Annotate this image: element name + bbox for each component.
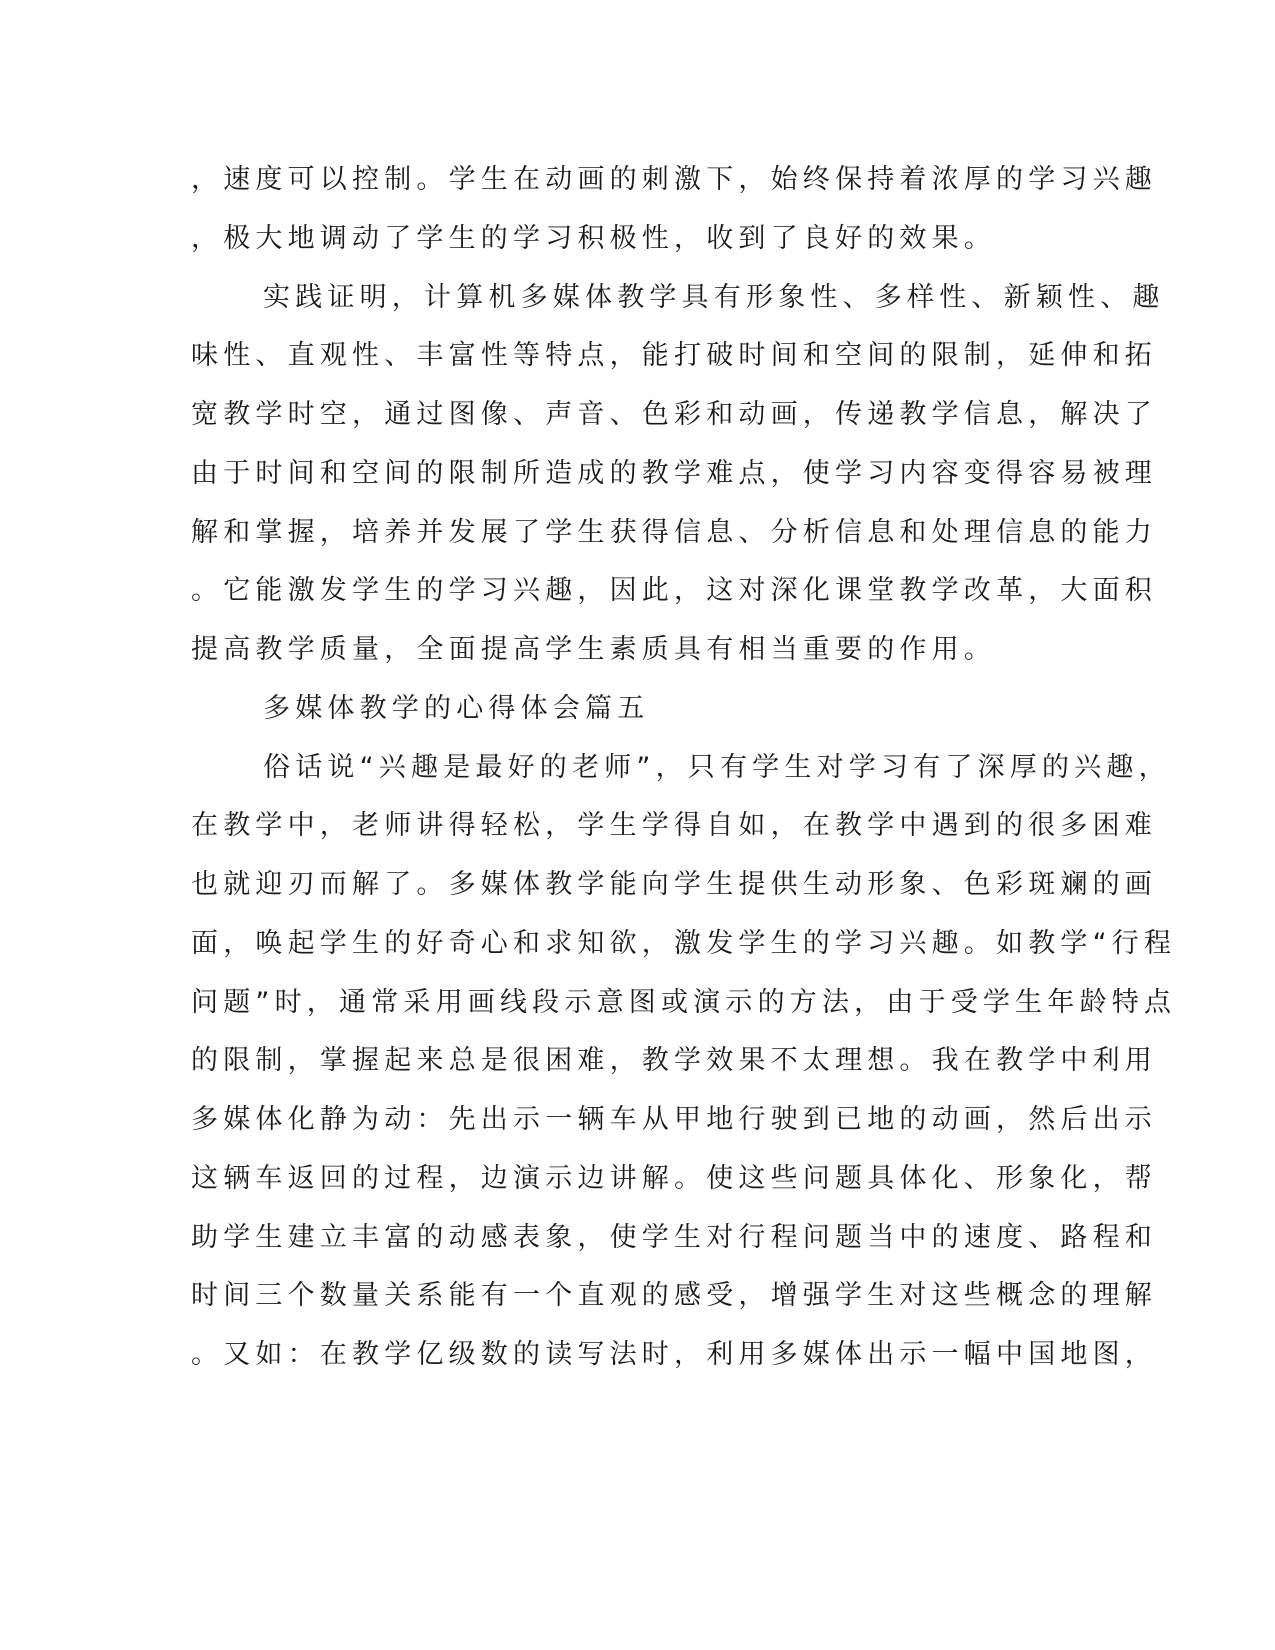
text-line: 。又如：在教学亿级数的读写法时，利用多媒体出示一幅中国地图， [191,1339,1157,1370]
paragraph-start-line: 俗话说“兴趣是最好的老师”，只有学生对学习有了深厚的兴趣， [263,752,1171,783]
text-line: 时间三个数量关系能有一个直观的感受，增强学生对这些概念的理解 [191,1280,1157,1311]
text-line: 在教学中，老师讲得轻松，学生学得自如，在教学中遇到的很多困难 [191,810,1157,841]
section-heading: 多媒体教学的心得体会篇五 [263,693,650,724]
text-line: 多媒体化静为动：先出示一辆车从甲地行驶到已地的动画，然后出示 [191,1104,1157,1135]
text-line: 的限制，掌握起来总是很困难，教学效果不太理想。我在教学中利用 [191,1045,1157,1076]
text-line: 。它能激发学生的学习兴趣，因此，这对深化课堂教学改革，大面积 [191,575,1157,606]
text-line: ，极大地调动了学生的学习积极性，收到了良好的效果。 [191,223,996,254]
text-line: 由于时间和空间的限制所造成的教学难点，使学习内容变得容易被理 [191,458,1157,489]
text-line: 味性、直观性、丰富性等特点，能打破时间和空间的限制，延伸和拓 [191,340,1157,371]
text-line: 助学生建立丰富的动感表象，使学生对行程问题当中的速度、路程和 [191,1222,1157,1253]
text-line: 宽教学时空，通过图像、声音、色彩和动画，传递教学信息，解决了 [191,399,1157,430]
text-line: 提高教学质量，全面提高学生素质具有相当重要的作用。 [191,634,996,665]
text-line: ，速度可以控制。学生在动画的刺激下，始终保持着浓厚的学习兴趣 [191,164,1157,195]
text-line: 解和掌握，培养并发展了学生获得信息、分析信息和处理信息的能力 [191,517,1157,548]
text-line: 也就迎刃而解了。多媒体教学能向学生提供生动形象、色彩斑斓的画 [191,869,1157,900]
paragraph-start-line: 实践证明，计算机多媒体教学具有形象性、多样性、新颖性、趣 [263,282,1165,313]
text-line: 问题”时，通常采用画线段示意图或演示的方法，由于受学生年龄特点 [191,987,1177,1018]
text-line: 这辆车返回的过程，边演示边讲解。使这些问题具体化、形象化，帮 [191,1163,1157,1194]
text-line: 面，唤起学生的好奇心和求知欲，激发学生的学习兴趣。如教学“行程 [191,928,1177,959]
